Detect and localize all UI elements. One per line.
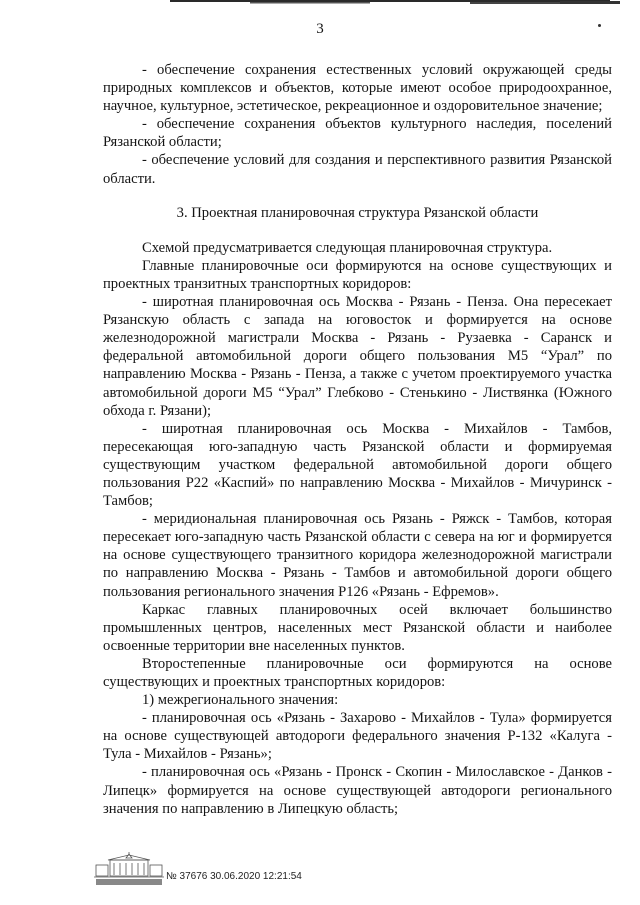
- paragraph: Второстепенные планировочные оси формируются на основе существующих и проектных транспортных коридоров:: [103, 655, 612, 690]
- page-number: 3: [316, 21, 324, 37]
- paragraph: - обеспечение сохранения естественных условий окружающей среды природных комплексов и объектов, которые имеют особое природоохранное, научное, культурное, эстетическое, рекреационное и оздоровительное значение;: [103, 62, 612, 115]
- paragraph: - меридиональная планировочная ось Рязань - Ряжск - Тамбов, которая пересекает юго-западную часть Рязанской области с севера на юг и формируется на основе существующего транзитного коридора железнодорожной магистрали по направлению Москва - Рязань - Тамбов и автомобильной дороги общего пользования регионального значения Р126 «Рязань - Ефремов».: [103, 511, 612, 600]
- paragraph: 1) межрегионального значения:: [142, 692, 339, 709]
- electronic-document-logo-icon: [94, 851, 164, 887]
- paragraph: Схемой предусматривается следующая планировочная структура.: [142, 239, 553, 256]
- document-body: [103, 61, 612, 818]
- paragraph: - широтная планировочная ось Москва - Михайлов - Тамбов, пересекающая юго-западную часть Рязанской области и формируемая существующим участком федеральной автомобильной дороги общего пользования Р22 «Каспий» по направлению Москва - Михайлов - Мичуринск - Тамбов;: [103, 420, 612, 510]
- paragraph: - планировочная ось «Рязань - Захарово - Михайлов - Тула» формируется на основе существующей автодороги федерального значения Р-132 «Калуга - Тула - Михайлов - Рязань»;: [103, 710, 612, 763]
- paragraph: - обеспечение сохранения объектов культурного наследия, поселений Рязанской области;: [103, 116, 612, 151]
- registration-stamp: № 37676 30.06.2020 12:21:54: [166, 871, 302, 882]
- paragraph: Каркас главных планировочных осей включает большинство промышленных центров, населенных мест Рязанской области и наиболее освоенные территории вне населенных пунктов.: [103, 601, 612, 654]
- paragraph: - обеспечение условий для создания и перспективного развития Рязанской области.: [103, 152, 612, 187]
- paragraph: - планировочная ось «Рязань - Пронск - Скопин - Милославское - Данков - Липецк» формируется на основе существующей автодороги регионального значения по направлению в Липецкую область;: [103, 764, 612, 817]
- section-heading: 3. Проектная планировочная структура Рязанской области: [176, 204, 539, 221]
- scan-dot-mark: [598, 24, 601, 27]
- scan-edge-artifact: [0, 0, 640, 8]
- document-footer: [94, 851, 394, 891]
- paragraph: - широтная планировочная ось Москва - Рязань - Пенза. Она пересекает Рязанскую область с запада на юговосток и формируется на основе железнодорожной магистрали Москва - Рязань - Рузаевка - Саранск и федеральной автомобильной дороги общего пользования М5 “Урал” по направлению Москва - Рязань - Пенза, а также с учетом проектируемого участка автомобильной дороги М5 “Урал” Глебково - Стенькино - Листвянка (Южного обхода г. Рязани);: [103, 294, 612, 419]
- paragraph: Главные планировочные оси формируются на основе существующих и проектных транзитных транспортных коридоров:: [103, 257, 612, 292]
